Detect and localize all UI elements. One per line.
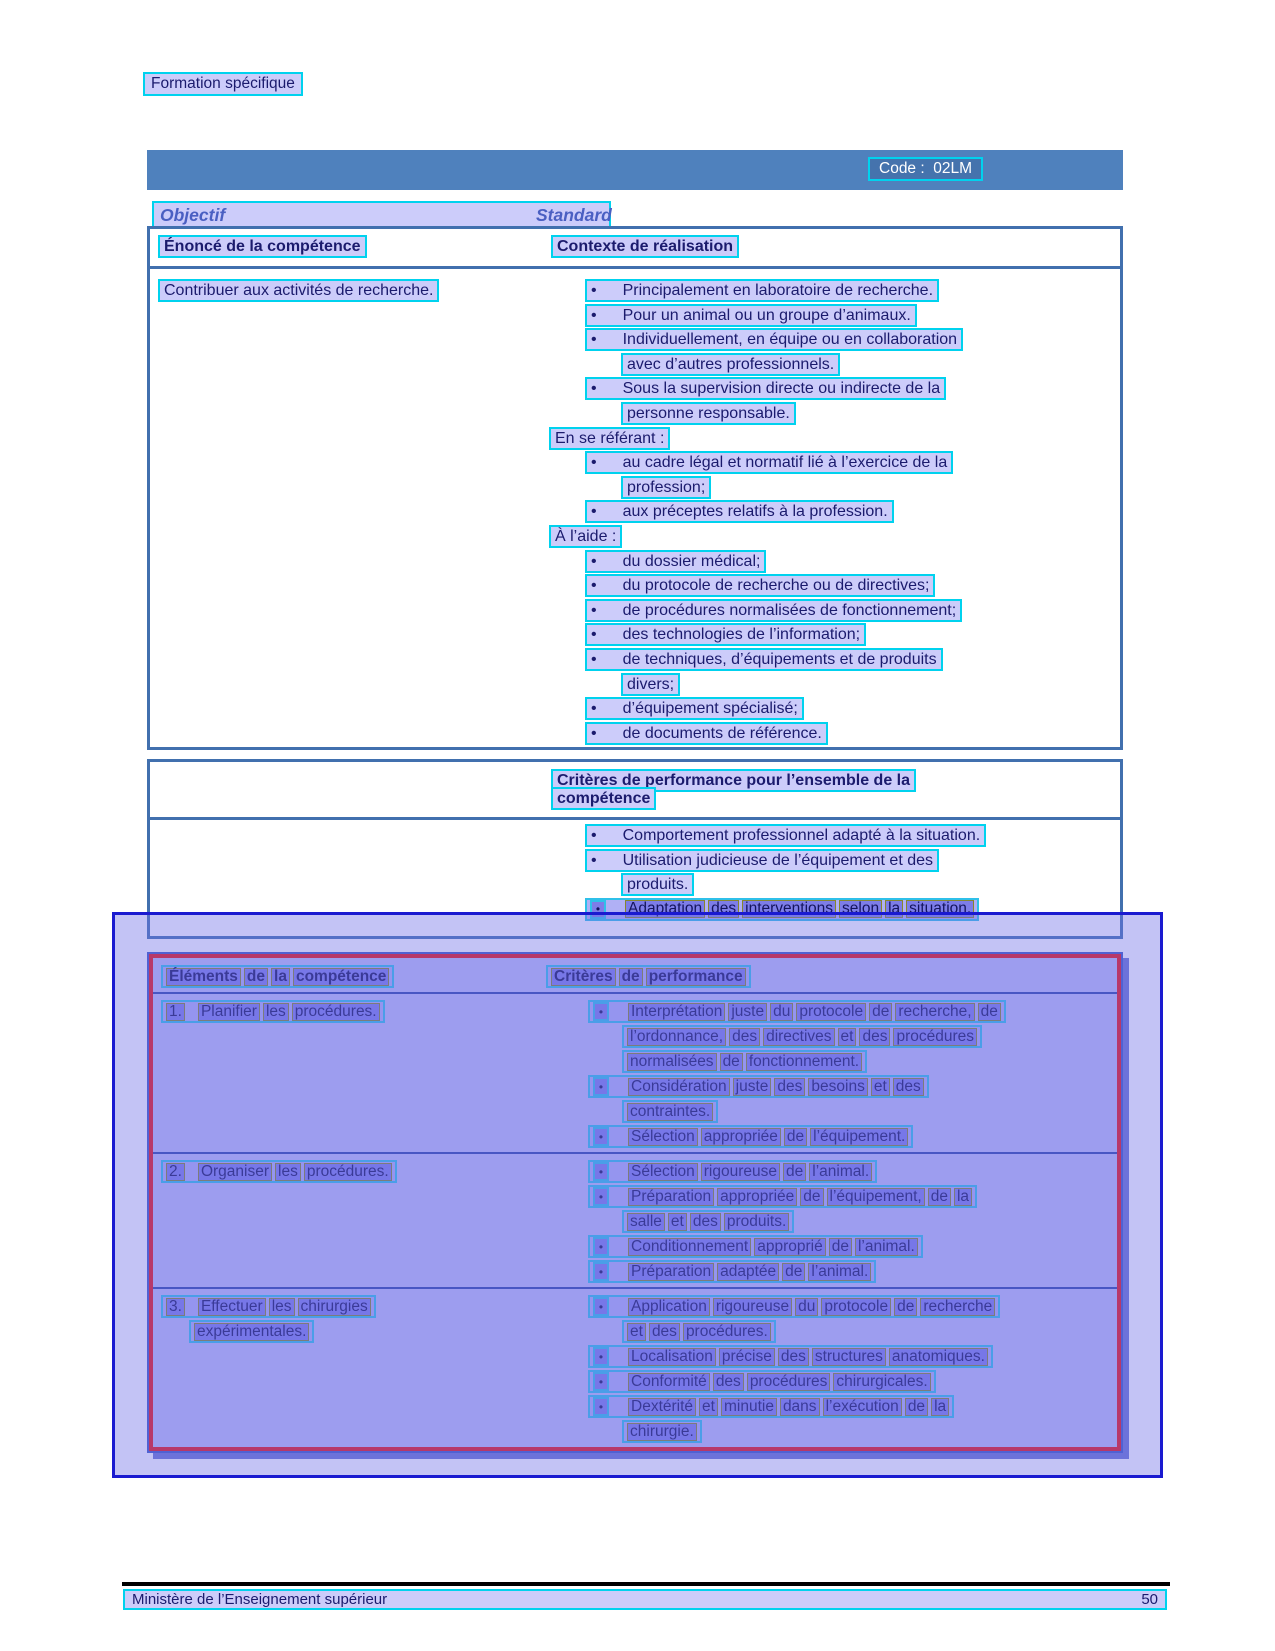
- highlighted-text: • Sous la supervision directe ou indirecte de la personne responsable.: [585, 377, 946, 425]
- word-line: [588, 1260, 876, 1283]
- objectif-standard-row: [152, 201, 611, 229]
- highlighted-text: • Utilisation judicieuse de l’équipement et des produits.: [585, 849, 939, 897]
- word-highlight: l’équipement.: [810, 1128, 908, 1146]
- list-item: [585, 722, 1113, 747]
- highlighted-text: • du protocole de recherche ou de directives;: [585, 574, 935, 597]
- word-highlight: Critères: [551, 968, 616, 986]
- word-highlight: salle: [627, 1213, 665, 1231]
- word-line: [585, 898, 979, 921]
- word-highlight: Planifier: [198, 1003, 260, 1021]
- highlighted-text: • des technologies de l’information;: [585, 623, 866, 646]
- list-item: [588, 1345, 1117, 1368]
- performance-table: [147, 759, 1123, 939]
- word-highlight: du: [795, 1298, 818, 1316]
- list-item: [585, 697, 1113, 722]
- list-item: [585, 550, 1113, 575]
- highlighted-text: • d’équipement spécialisé;: [585, 697, 804, 720]
- word-highlight: Adaptation: [625, 900, 705, 918]
- word-highlight: Sélection: [628, 1128, 698, 1146]
- criteria-header-cell: [546, 965, 1117, 990]
- list-item: [585, 898, 1120, 921]
- word-highlight: Sélection: [628, 1163, 698, 1181]
- bullet-icon: •: [590, 900, 606, 919]
- col2-header-text: Contexte de réalisation: [551, 235, 739, 258]
- word-highlight: des: [774, 1078, 805, 1096]
- empty-cell: [150, 824, 543, 923]
- word-highlight: de: [783, 1163, 806, 1181]
- list-item: [588, 1000, 1117, 1073]
- elements-header-cell: [161, 965, 546, 990]
- list-item: [588, 1295, 1117, 1343]
- word-line: [161, 1000, 385, 1023]
- word-highlight: de: [905, 1398, 928, 1416]
- highlighted-text: En se référant :: [549, 427, 670, 450]
- word-highlight: l’équipement,: [827, 1188, 925, 1206]
- word-highlight: de: [978, 1003, 1001, 1021]
- word-highlight: rigoureuse: [701, 1163, 780, 1181]
- word-highlight: chirurgicales.: [833, 1373, 930, 1391]
- list-item: [585, 623, 1113, 648]
- bullet-icon: •: [593, 1077, 609, 1096]
- list-item: [585, 304, 1113, 329]
- word-highlight: de: [928, 1188, 951, 1206]
- word-line: [622, 1420, 702, 1443]
- word-highlight: et: [627, 1323, 646, 1341]
- list-item: [585, 824, 1113, 849]
- bullet-icon: •: [591, 380, 597, 398]
- word-highlight: des: [778, 1348, 809, 1366]
- word-highlight: de: [244, 968, 268, 986]
- list-item: [588, 1160, 1117, 1183]
- word-highlight: selon: [839, 900, 882, 918]
- word-highlight: procédures.: [292, 1003, 380, 1021]
- list-item: [549, 427, 1041, 452]
- list-item: [588, 1395, 1117, 1443]
- word-highlight: produits.: [724, 1213, 789, 1231]
- word-highlight: la: [954, 1188, 972, 1206]
- word-line: [588, 1125, 913, 1148]
- list-item: [585, 328, 1113, 377]
- highlighted-text: • Comportement professionnel adapté à la situation.: [585, 824, 986, 847]
- word-highlight: chirurgies: [298, 1298, 371, 1316]
- word-highlight: l’animal.: [855, 1238, 918, 1256]
- word-highlight: des: [690, 1213, 721, 1231]
- word-highlight: et: [838, 1028, 857, 1046]
- element-cell: [161, 1295, 546, 1445]
- word-line: [161, 1295, 376, 1318]
- word-highlight: performance: [646, 968, 746, 986]
- word-highlight: fonctionnement.: [746, 1053, 862, 1071]
- word-highlight: minutie: [721, 1398, 777, 1416]
- word-highlight: l’animal.: [809, 1163, 872, 1181]
- word-highlight: compétence: [293, 968, 389, 986]
- word-highlight: et: [871, 1078, 890, 1096]
- word-highlight: Localisation: [628, 1348, 716, 1366]
- word-highlight: la: [885, 900, 903, 918]
- list-item: [549, 525, 1041, 550]
- word-highlight: normalisées: [627, 1053, 717, 1071]
- elements-table: [147, 952, 1123, 1453]
- bullet-icon: •: [593, 1002, 609, 1021]
- word-highlight: Préparation: [628, 1263, 714, 1281]
- word-highlight: recherche: [920, 1298, 995, 1316]
- bullet-icon: •: [593, 1162, 609, 1181]
- footer-rule: [122, 1582, 1170, 1586]
- word-line: [588, 1295, 1000, 1318]
- col1-header-cell: [150, 238, 543, 266]
- competence-table-body: [150, 269, 1120, 746]
- word-highlight: l’ordonnance,: [627, 1028, 726, 1046]
- list-item: [585, 574, 1113, 599]
- word-line: [622, 1100, 718, 1123]
- list-item: [585, 648, 1113, 697]
- footer-title: Ministère de l’Enseignement supérieur: [132, 1591, 388, 1608]
- bullet-icon: •: [591, 282, 597, 299]
- page-number: 50: [1141, 1591, 1158, 1608]
- word-highlight: rigoureuse: [713, 1298, 792, 1316]
- bullet-icon: •: [593, 1237, 609, 1256]
- word-line: [161, 1160, 397, 1183]
- highlighted-text: • de procédures normalisées de fonctionnement;: [585, 599, 962, 622]
- word-highlight: de: [619, 968, 643, 986]
- context-list: [543, 279, 1120, 746]
- competence-table: [147, 226, 1123, 750]
- word-highlight: interventions: [742, 900, 836, 918]
- word-highlight: et: [668, 1213, 687, 1231]
- section-label: Formation spécifique: [143, 72, 303, 96]
- col2-header-cell: [543, 238, 1120, 266]
- list-item: [585, 849, 1113, 898]
- bullet-icon: •: [591, 503, 597, 521]
- word-highlight: recherche,: [895, 1003, 974, 1021]
- table-row: [153, 1287, 1117, 1447]
- word-highlight: Préparation: [628, 1188, 714, 1206]
- bullet-icon: •: [591, 626, 597, 644]
- word-line: [588, 1000, 1006, 1023]
- word-line: [622, 1050, 867, 1073]
- highlighted-text: • de documents de référence.: [585, 722, 828, 745]
- word-highlight: procédures.: [304, 1163, 392, 1181]
- performance-header-text: Critères de performance pour l’ensemble de la compétence: [551, 769, 916, 810]
- word-highlight: Conformité: [628, 1373, 710, 1391]
- statement-cell: [150, 279, 543, 746]
- bullet-icon: •: [591, 700, 597, 718]
- word-highlight: précise: [719, 1348, 775, 1366]
- performance-table-body: [150, 820, 1120, 923]
- word-highlight: besoins: [808, 1078, 867, 1096]
- word-highlight: adaptée: [717, 1263, 779, 1281]
- list-item: [585, 279, 1113, 304]
- highlighted-text: • de techniques, d’équipements et de produits divers;: [585, 648, 943, 696]
- word-highlight: Effectuer: [198, 1298, 266, 1316]
- list-item: [585, 451, 1113, 500]
- table-row: [153, 994, 1117, 1152]
- word-highlight: des: [729, 1028, 760, 1046]
- word-highlight: de: [894, 1298, 917, 1316]
- word-highlight: juste: [728, 1003, 767, 1021]
- word-highlight: de: [784, 1128, 807, 1146]
- word-highlight: directives: [763, 1028, 834, 1046]
- word-line: [161, 965, 394, 988]
- highlighted-text: • Principalement en laboratoire de recherche.: [585, 279, 939, 302]
- word-highlight: situation.: [906, 900, 974, 918]
- bullet-icon: •: [591, 306, 597, 324]
- word-highlight: et: [699, 1398, 718, 1416]
- bullet-icon: •: [593, 1297, 609, 1316]
- word-highlight: des: [713, 1373, 744, 1391]
- word-line: [588, 1185, 977, 1208]
- performance-table-header: [150, 762, 1120, 820]
- word-highlight: procédures.: [683, 1323, 771, 1341]
- word-highlight: Conditionnement: [628, 1238, 751, 1256]
- list-item: [588, 1370, 1117, 1393]
- word-highlight: les: [275, 1163, 301, 1181]
- highlighted-text: • Pour un animal ou un groupe d’animaux.: [585, 304, 917, 327]
- bullet-icon: •: [591, 601, 597, 619]
- bullet-icon: •: [591, 851, 597, 869]
- highlighted-text: À l’aide :: [549, 525, 622, 548]
- criteria-list: [546, 1000, 1117, 1150]
- bullet-icon: •: [593, 1372, 609, 1391]
- col1-header-text: Énoncé de la compétence: [158, 235, 367, 258]
- word-line: [622, 1025, 982, 1048]
- word-highlight: l’animal.: [808, 1263, 871, 1281]
- word-line: [189, 1320, 314, 1343]
- performance-list: [543, 824, 1120, 923]
- list-item: [585, 599, 1113, 624]
- word-highlight: la: [931, 1398, 949, 1416]
- word-highlight: Organiser: [198, 1163, 272, 1181]
- bullet-icon: •: [591, 577, 597, 595]
- list-item: [588, 1185, 1117, 1233]
- bullet-icon: •: [591, 724, 597, 742]
- word-line: [546, 965, 751, 988]
- elements-table-rows: [153, 994, 1117, 1447]
- list-item: [588, 1125, 1117, 1148]
- word-highlight: juste: [733, 1078, 772, 1096]
- word-line: [622, 1320, 776, 1343]
- word-highlight: structures: [812, 1348, 886, 1366]
- bullet-icon: •: [593, 1262, 609, 1281]
- word-highlight: procédures: [747, 1373, 831, 1391]
- word-highlight: Considération: [628, 1078, 730, 1096]
- word-line: [588, 1345, 993, 1368]
- performance-header-cell: [543, 772, 1120, 808]
- word-line: [588, 1370, 936, 1393]
- word-highlight: de: [869, 1003, 892, 1021]
- bullet-icon: •: [591, 650, 597, 668]
- element-cell: [161, 1000, 546, 1150]
- list-item: [585, 377, 1113, 426]
- word-highlight: de: [720, 1053, 743, 1071]
- row-number: 3.: [166, 1298, 185, 1316]
- bullet-icon: •: [593, 1397, 609, 1416]
- highlighted-text: • au cadre légal et normatif lié à l’exercice de la profession;: [585, 451, 953, 499]
- element-cell: [161, 1160, 546, 1285]
- bullet-icon: •: [591, 331, 597, 349]
- word-highlight: la: [271, 968, 290, 986]
- bullet-icon: •: [593, 1127, 609, 1146]
- footer: [123, 1589, 1167, 1610]
- word-highlight: l’exécution: [823, 1398, 902, 1416]
- word-highlight: procédures: [893, 1028, 977, 1046]
- bullet-icon: •: [593, 1187, 609, 1206]
- word-highlight: Application: [628, 1298, 710, 1316]
- word-highlight: des: [893, 1078, 924, 1096]
- code-badge: Code : 02LM: [868, 157, 983, 181]
- empty-header-cell: [150, 772, 543, 808]
- word-highlight: de: [800, 1188, 823, 1206]
- row-number: 2.: [166, 1163, 185, 1181]
- word-highlight: anatomiques.: [889, 1348, 988, 1366]
- highlighted-text: • aux préceptes relatifs à la profession.: [585, 500, 894, 523]
- word-line: [622, 1210, 794, 1233]
- criteria-list: [546, 1160, 1117, 1285]
- word-highlight: des: [649, 1323, 680, 1341]
- word-highlight: les: [269, 1298, 295, 1316]
- highlighted-text: • Individuellement, en équipe ou en collaboration avec d’autres professionnels.: [585, 328, 963, 376]
- list-item: [588, 1075, 1117, 1123]
- header-band: [147, 150, 1123, 190]
- statement-text: Contribuer aux activités de recherche.: [158, 279, 439, 302]
- word-highlight: expérimentales.: [194, 1323, 309, 1341]
- highlighted-text: • du dossier médical;: [585, 550, 766, 573]
- table-row: [153, 1152, 1117, 1287]
- word-highlight: Dextérité: [628, 1398, 696, 1416]
- word-highlight: protocole: [821, 1298, 891, 1316]
- word-highlight: appropriée: [717, 1188, 797, 1206]
- word-line: [588, 1160, 877, 1183]
- objectif-heading: Objectif: [160, 205, 226, 225]
- row-number: 1.: [166, 1003, 185, 1021]
- word-highlight: Interprétation: [628, 1003, 725, 1021]
- elements-table-inner: [149, 954, 1121, 1451]
- word-highlight: les: [263, 1003, 289, 1021]
- word-highlight: de: [829, 1238, 852, 1256]
- bullet-icon: •: [591, 552, 597, 570]
- bullet-icon: •: [593, 1347, 609, 1366]
- criteria-list: [546, 1295, 1117, 1445]
- word-highlight: dans: [780, 1398, 820, 1416]
- word-highlight: des: [859, 1028, 890, 1046]
- standard-heading: Standard: [536, 205, 612, 225]
- word-highlight: approprié: [754, 1238, 826, 1256]
- word-highlight: chirurgie.: [627, 1423, 697, 1441]
- bullet-icon: •: [591, 454, 597, 472]
- bullet-icon: •: [591, 827, 597, 844]
- word-highlight: des: [708, 900, 739, 918]
- word-highlight: de: [782, 1263, 805, 1281]
- word-highlight: Éléments: [166, 968, 241, 986]
- word-line: [588, 1395, 954, 1418]
- word-line: [588, 1075, 929, 1098]
- elements-table-header: [153, 958, 1117, 994]
- list-item: [588, 1260, 1117, 1283]
- list-item: [585, 500, 1113, 525]
- word-highlight: appropriée: [701, 1128, 781, 1146]
- word-highlight: du: [770, 1003, 793, 1021]
- word-highlight: contraintes.: [627, 1103, 713, 1121]
- competence-table-header: [150, 229, 1120, 269]
- list-item: [588, 1235, 1117, 1258]
- word-highlight: protocole: [796, 1003, 866, 1021]
- word-line: [588, 1235, 923, 1258]
